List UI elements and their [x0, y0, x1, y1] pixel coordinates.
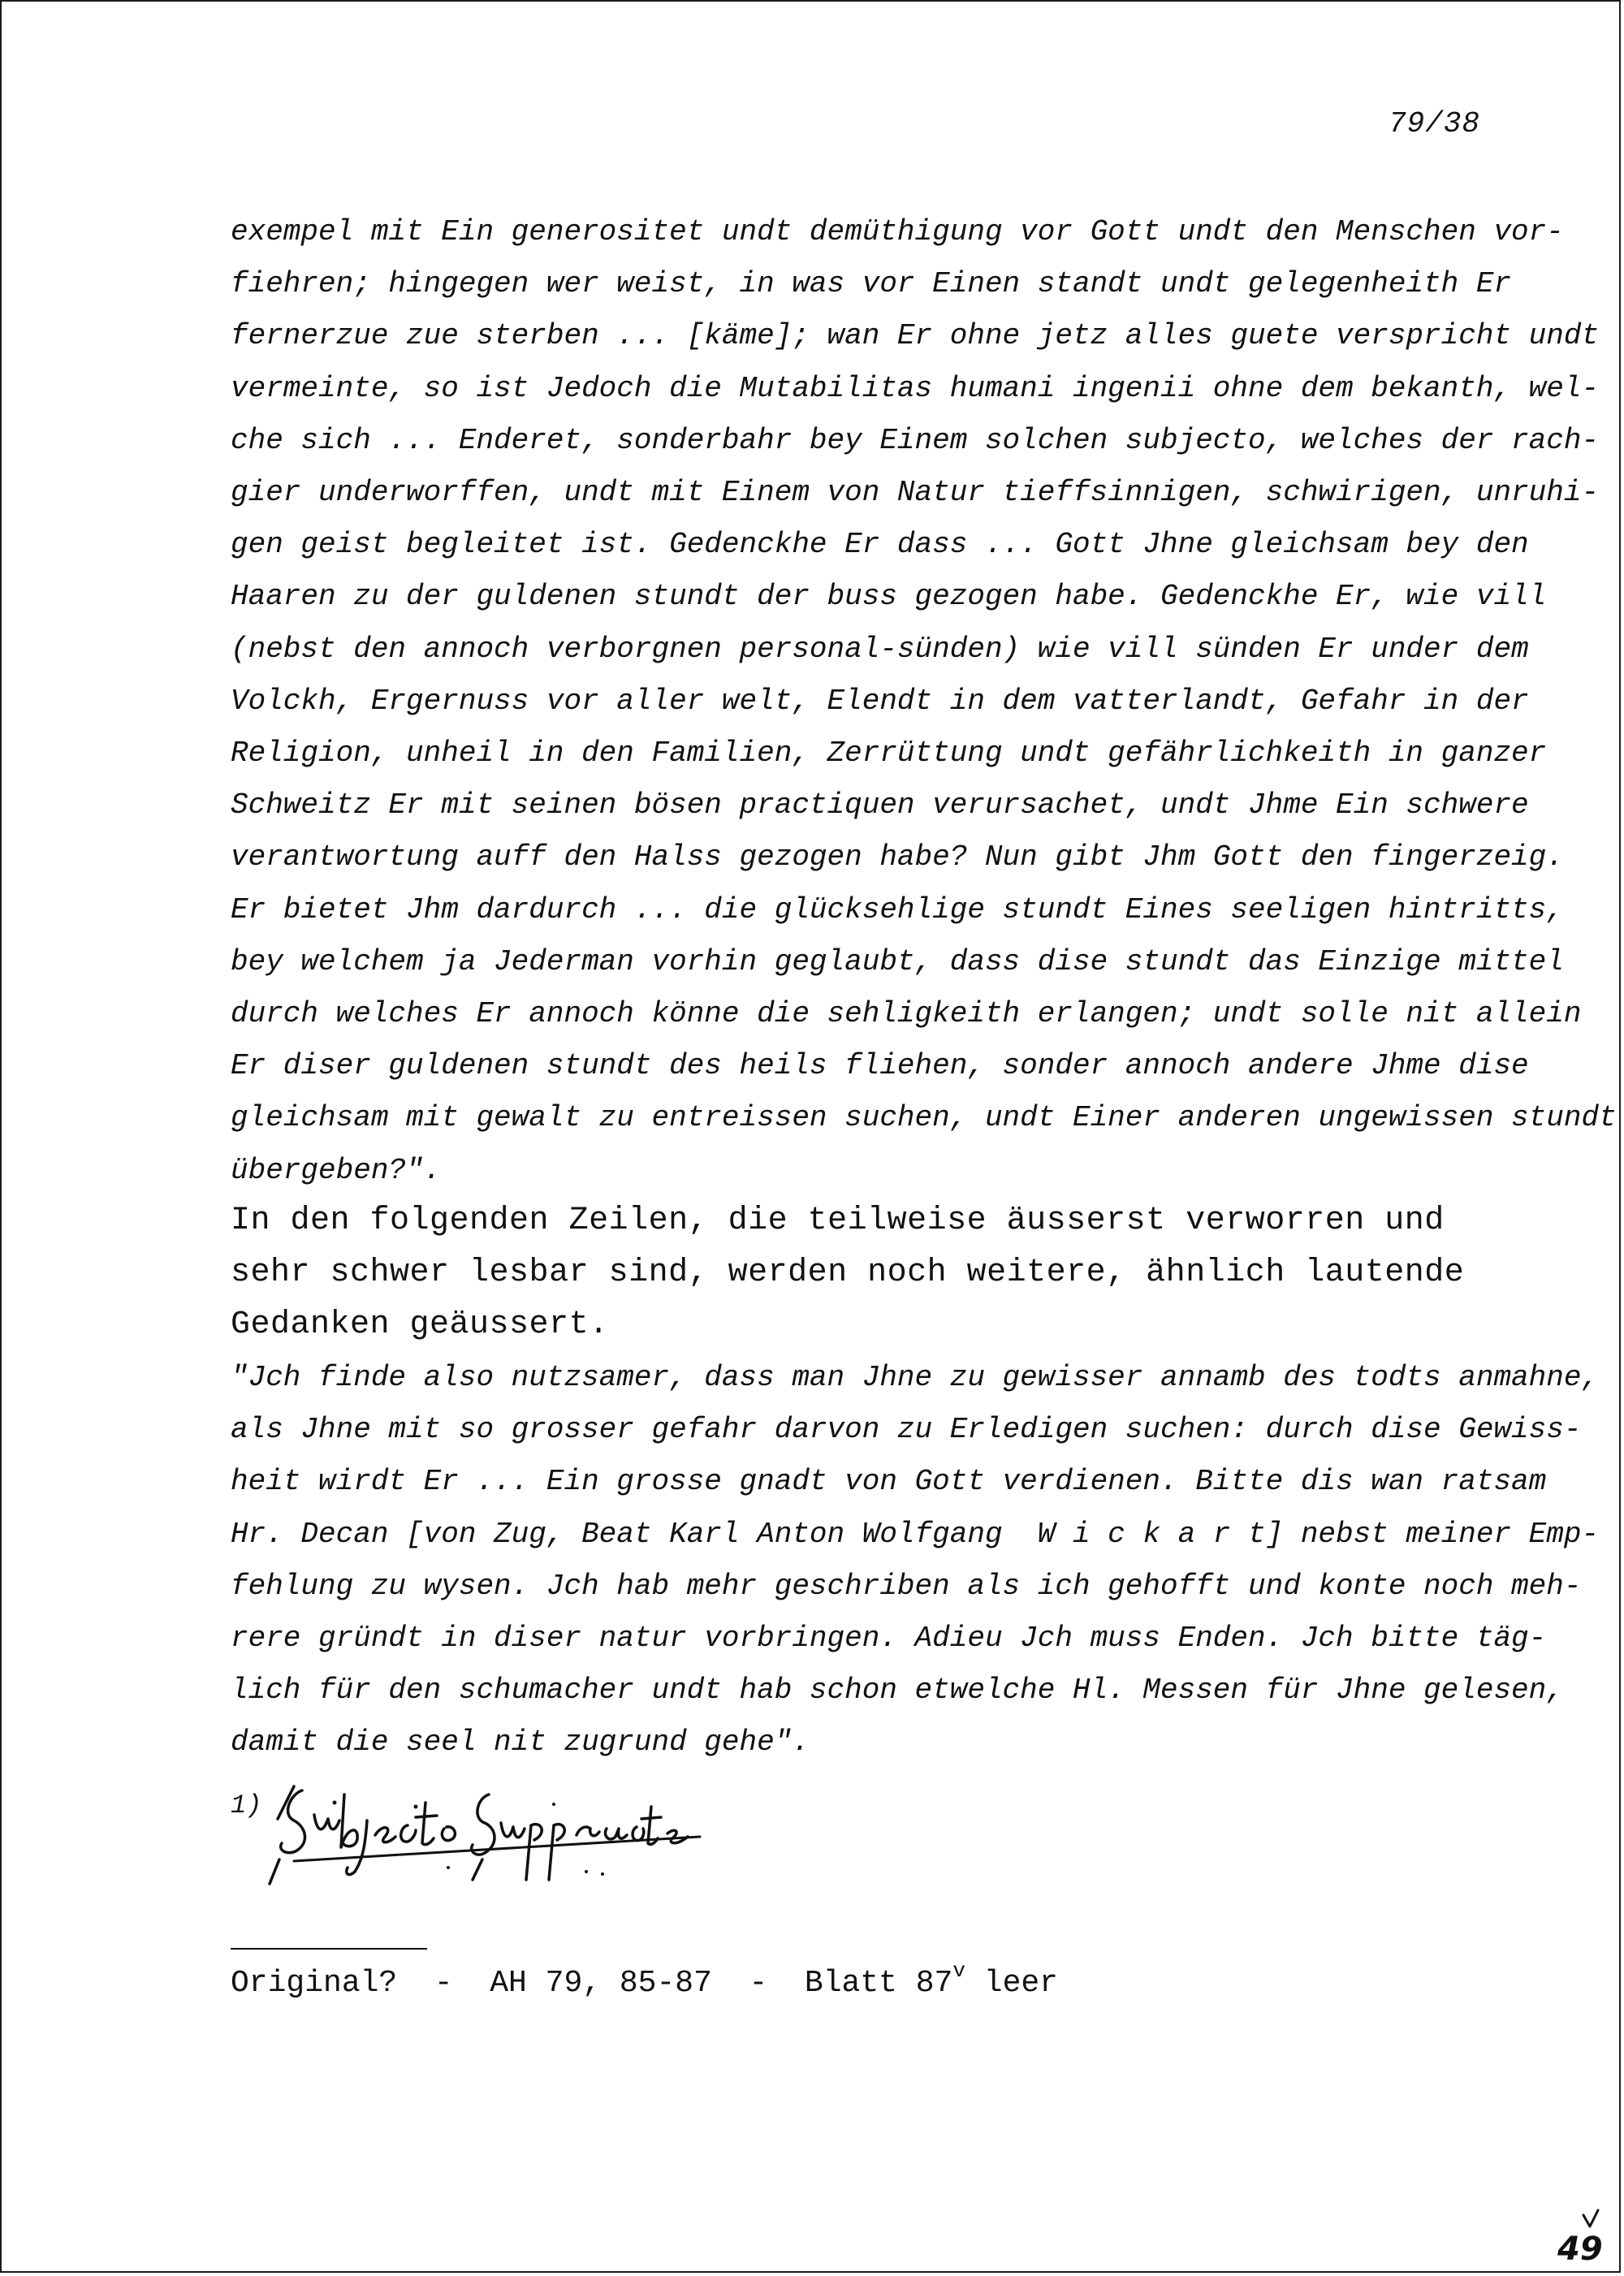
page-number: 79/38 — [1389, 107, 1481, 140]
text-line: übergeben?". — [231, 1153, 442, 1187]
footnote-source: Original? - AH 79, 85-87 - Blatt 87 — [231, 1966, 953, 2001]
handwritten-signature — [245, 1770, 708, 1892]
quoted-letter-excerpt-2 — [231, 1352, 1600, 1769]
footnote-divider — [231, 1948, 427, 1950]
text-line: verantwortung auff den Halss gezogen habe? Nun gibt Jhm Gott den fingerzeig. — [231, 840, 1564, 875]
text-line: heit wirdt Er ... Ein grosse gnadt von Gott verdienen. Bitte dis wan ratsam — [231, 1465, 1547, 1499]
text-line: gen geist begleitet ist. Gedenckhe Er dass ... Gott Jhne gleichsam bey den — [231, 528, 1529, 562]
text-line: (nebst den annoch verborgnen personal-sünden) wie vill sünden Er under dem — [231, 632, 1529, 666]
text-line: als Jhne mit so grosser gefahr darvon zu Erledigen suchen: durch dise Gewiss- — [231, 1413, 1582, 1447]
text-line: Gedanken geäussert. — [231, 1306, 609, 1343]
text-line: Er bietet Jhm dardurch ... die glücksehlige stundt Eines seeligen hintritts, — [231, 892, 1564, 926]
text-line: Schweitz Er mit seinen bösen practiquen verursachet, undt Jhme Ein schwere — [231, 788, 1529, 823]
text-line: "Jch finde also nutzsamer, dass man Jhne zu gewisser annamb des todts anmahne, — [231, 1361, 1600, 1394]
text-line: Er diser guldenen stundt des heils fliehen, sonder annoch andere Jhme dise — [231, 1049, 1529, 1083]
footnote-text — [231, 1959, 1058, 2001]
editorial-commentary — [231, 1195, 1530, 1351]
text-line: Volckh, Ergernuss vor aller welt, Elendt in dem vatterlandt, Gefahr in der — [231, 684, 1529, 718]
text-line: vermeinte, so ist Jedoch die Mutabilitas humani ingenii ohne dem bekanth, wel- — [231, 371, 1600, 405]
quoted-letter-excerpt-1 — [231, 206, 1617, 1197]
text-line: Haaren zu der guldenen stundt der buss gezogen habe. Gedenckhe Er, wie vill — [231, 580, 1547, 614]
text-line: In den folgenden Zeilen, die teilweise äusserst verworren und — [231, 1203, 1445, 1239]
text-line: gleichsam mit gewalt zu entreissen suchen, undt Einer anderen ungewissen stundt — [231, 1101, 1617, 1135]
text-line: fernerzue zue sterben ... [käme]; wan Er ohne jetz alles guete verspricht undt — [231, 319, 1600, 353]
text-line: sehr schwer lesbar sind, werden noch weitere, ähnlich lautende — [231, 1255, 1465, 1291]
text-line: gier underworffen, undt mit Einem von Natur tieffsinnigen, schwirigen, unruhi- — [231, 476, 1600, 510]
folio-verso-mark: v — [952, 1959, 965, 1983]
footnote-marker: 1) — [231, 1790, 262, 1820]
text-line: bey welchem ja Jederman vorhin geglaubt, dass dise stundt das Einzige mittel — [231, 944, 1564, 978]
text-line: durch welches Er annoch könne die sehligkeith erlangen; undt solle nit allein — [231, 997, 1582, 1031]
text-line: Religion, unheil in den Familien, Zerrüttung undt gefährlichkeith in ganzer — [231, 736, 1547, 771]
text-line: lich für den schumacher undt hab schon etwelche Hl. Messen für Jhne gelesen, — [231, 1674, 1564, 1708]
archive-stamp-number: 49 — [1557, 2231, 1603, 2268]
text-line: fiehren; hingegen wer weist, in was vor Einen standt undt gelegenheith Er — [231, 267, 1512, 301]
text-line: fehlung zu wysen. Jch hab mehr geschriben als ich gehofft und konte noch meh- — [231, 1569, 1582, 1603]
text-line: rere gründt in diser natur vorbringen. Adieu Jch muss Enden. Jch bitte täg- — [231, 1622, 1547, 1656]
text-line: exempel mit Ein generositet undt demüthigung vor Gott undt den Menschen vor- — [231, 215, 1564, 248]
footnote-note: leer — [965, 1966, 1058, 2001]
text-line: che sich ... Enderet, sonderbahr bey Einem solchen subjecto, welches der rach- — [231, 423, 1600, 457]
text-line: Hr. Decan [von Zug, Beat Karl Anton Wolfgang W i c k a r t] nebst meiner Emp- — [231, 1517, 1600, 1551]
text-line: damit die seel nit zugrund gehe". — [231, 1725, 810, 1760]
